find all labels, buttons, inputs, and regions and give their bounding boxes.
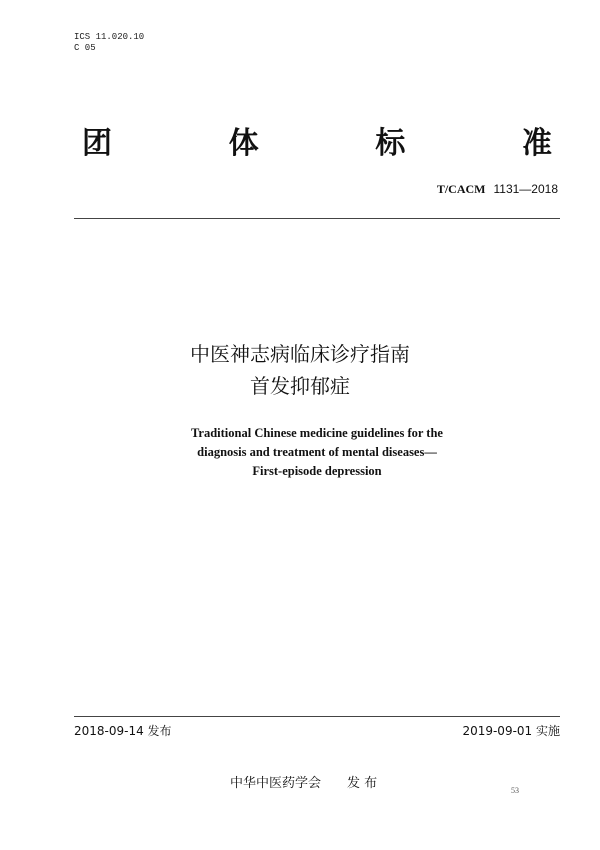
- page-number: 53: [511, 786, 519, 795]
- publisher: [230, 772, 377, 791]
- title-zh-line2: 首发抑郁症: [250, 374, 350, 398]
- standard-type-char: 团: [82, 126, 112, 161]
- standard-number: [437, 182, 558, 197]
- publisher-name: 中华中医药学会: [230, 776, 322, 791]
- footer-divider: [74, 716, 560, 717]
- standard-prefix: T/CACM: [436, 182, 486, 196]
- standard-type-char: 准: [521, 126, 552, 161]
- ccs-code: C 05: [74, 43, 96, 53]
- publisher-action: 发 布: [347, 776, 378, 791]
- ics-code: ICS 11.020.10: [74, 32, 145, 42]
- standard-code: 1131—2018: [493, 182, 558, 196]
- title-en-line3: First-episode depression: [252, 464, 382, 478]
- title-zh-line1: 中医神志病临床诊疗指南: [190, 342, 410, 366]
- header-divider: [74, 218, 560, 219]
- standard-type-char: 体: [228, 126, 259, 161]
- standard-type-char: 标: [375, 126, 406, 161]
- standard-type-heading: [82, 118, 552, 162]
- title-en-line1: Traditional Chinese medicine guidelines for the: [191, 426, 443, 440]
- implementation-date: 2019-09-01 实施: [462, 724, 560, 738]
- title-en-line2: diagnosis and treatment of mental diseases—: [197, 445, 437, 459]
- issue-date: 2018-09-14 发布: [74, 724, 172, 738]
- ics-classification: [74, 32, 144, 54]
